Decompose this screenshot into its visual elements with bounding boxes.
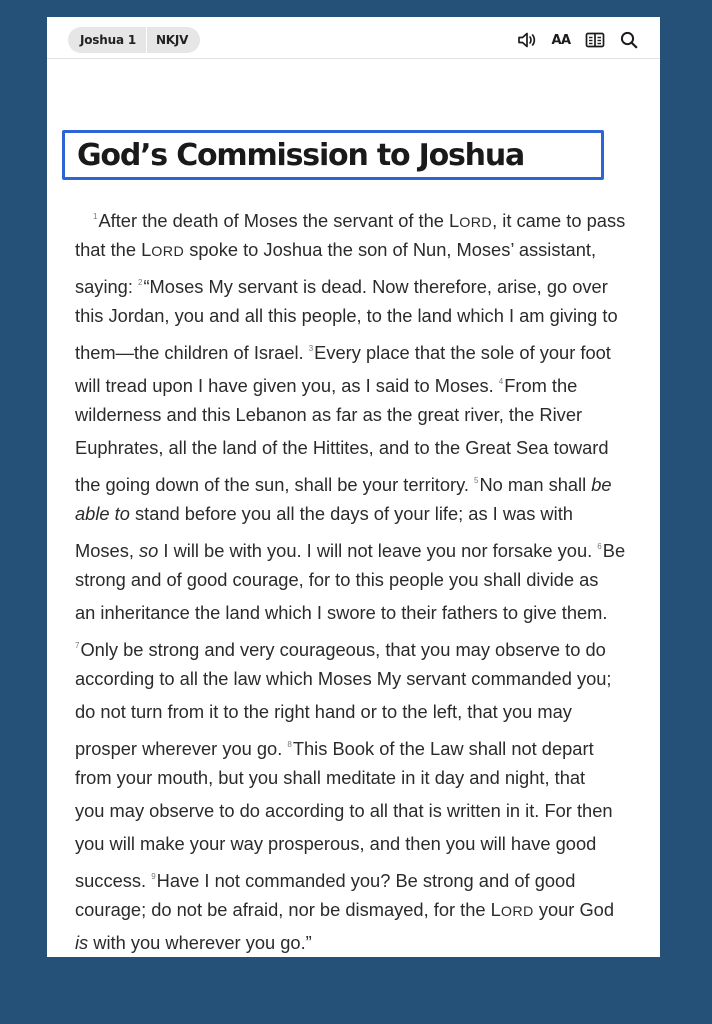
text-size-icon[interactable]	[550, 29, 572, 51]
verse-text: according to all the law which Moses My servant commanded you;	[75, 668, 612, 689]
verse-text: you may observe to do according to all that is written in it. For then	[75, 800, 613, 821]
verse-text: you will make your way prosperous, and then you will have good	[75, 833, 597, 854]
verse-text: Be	[602, 540, 626, 561]
verse-text: No man shall	[479, 474, 592, 495]
passage-line	[75, 233, 640, 266]
reference-pill	[68, 27, 200, 53]
passage-line	[75, 431, 640, 464]
italic-text: so	[139, 540, 159, 561]
search-icon[interactable]	[618, 29, 640, 51]
verse-text: Every place that the sole of your foot	[314, 342, 611, 363]
passage-line	[75, 299, 640, 332]
verse-number: 5	[474, 476, 479, 485]
passage-line	[75, 365, 640, 398]
small-caps-text: ORD	[151, 244, 185, 260]
toolbar-actions	[516, 29, 640, 51]
text-size-label: AA	[551, 32, 571, 48]
book-chapter-button[interactable]: Joshua 1	[80, 33, 136, 47]
verse-text: your God	[533, 899, 615, 920]
passage-line	[75, 563, 640, 596]
passage-line	[75, 596, 640, 629]
reader-toolbar	[47, 17, 660, 59]
verse-text: stand before you all the days of your life; as I was with	[129, 503, 573, 524]
verse-text: spoke to Joshua the son of Nun, Moses’ assistant,	[184, 239, 597, 260]
verse-text: from your mouth, but you shall meditate in it day and night, that	[75, 767, 586, 788]
verse-number: 2	[138, 278, 143, 287]
verse-number: 4	[498, 377, 504, 386]
verse-text: success.	[75, 870, 152, 891]
passage-line	[75, 629, 640, 662]
verse-text: this Jordan, you and all this people, to the land which I am giving to	[75, 305, 618, 326]
passage-line	[75, 464, 640, 497]
selected-heading-highlight[interactable]	[62, 130, 604, 180]
passage-line	[75, 926, 640, 957]
speaker-icon[interactable]	[516, 29, 538, 51]
verse-text: L	[490, 899, 501, 920]
verse-text: “Moses My servant is dead. Now therefore, arise, go over	[143, 276, 608, 297]
passage-line	[75, 728, 640, 761]
verse-text: an inheritance the land which I swore to their fathers to give them.	[75, 602, 608, 623]
verse-text: the going down of the sun, shall be your territory.	[75, 474, 475, 495]
verse-text: courage; do not be afraid, nor be dismayed, for the	[75, 899, 491, 920]
passage-line	[75, 695, 640, 728]
small-caps-text: ORD	[500, 904, 534, 920]
reader-page	[47, 17, 660, 957]
verse-text: This Book of the Law shall not depart	[292, 738, 594, 759]
verse-text: saying:	[75, 276, 139, 297]
verse-text: with you wherever you go.”	[88, 932, 312, 953]
verse-text: , it came to pass	[492, 210, 626, 231]
section-heading: God’s Commission to Joshua	[77, 137, 525, 173]
verse-text: I will be with you. I will not leave you nor forsake you.	[158, 540, 598, 561]
version-button[interactable]: NKJV	[146, 27, 200, 53]
verse-text: L	[449, 210, 460, 231]
verse-number: 6	[597, 542, 602, 551]
verse-text: Moses,	[75, 540, 140, 561]
small-caps-text: ORD	[459, 215, 493, 231]
italic-text: able to	[75, 503, 130, 524]
passage-line	[75, 761, 640, 794]
passage-line	[75, 200, 640, 233]
verse-text: After the death of Moses the servant of the	[98, 210, 450, 231]
passage-line	[75, 266, 640, 299]
italic-text: be	[591, 474, 612, 495]
verse-number: 3	[308, 344, 314, 353]
passage-line	[75, 398, 640, 431]
verse-text: them—the children of Israel.	[75, 342, 309, 363]
scripture-passage	[75, 200, 640, 957]
verse-text: From the	[504, 375, 578, 396]
passage-line	[75, 662, 640, 695]
verse-text: Only be strong and very courageous, that you may observe to do	[80, 639, 606, 660]
verse-text: Euphrates, all the land of the Hittites, and to the Great Sea toward	[75, 437, 609, 458]
passage-line	[75, 332, 640, 365]
verse-text: that the	[75, 239, 142, 260]
italic-text: is	[75, 932, 89, 953]
passage-line	[75, 497, 640, 530]
verse-number: 7	[75, 641, 80, 650]
parallel-icon[interactable]	[584, 29, 606, 51]
verse-number: 8	[287, 740, 292, 749]
passage-line	[75, 794, 640, 827]
verse-number: 1	[93, 212, 98, 221]
verse-text: Have I not commanded you? Be strong and of good	[156, 870, 576, 891]
passage-line	[75, 860, 640, 893]
verse-text: will tread upon I have given you, as I said to Moses.	[75, 375, 499, 396]
passage-line	[75, 827, 640, 860]
verse-text: wilderness and this Lebanon as far as the great river, the River	[75, 404, 583, 425]
passage-line	[75, 530, 640, 563]
verse-number: 9	[151, 872, 156, 881]
verse-text: prosper wherever you go.	[75, 738, 288, 759]
passage-line	[75, 893, 640, 926]
verse-text: strong and of good courage, for to this people you shall divide as	[75, 569, 599, 590]
verse-text: do not turn from it to the right hand or to the left, that you may	[75, 701, 572, 722]
verse-text: L	[141, 239, 152, 260]
